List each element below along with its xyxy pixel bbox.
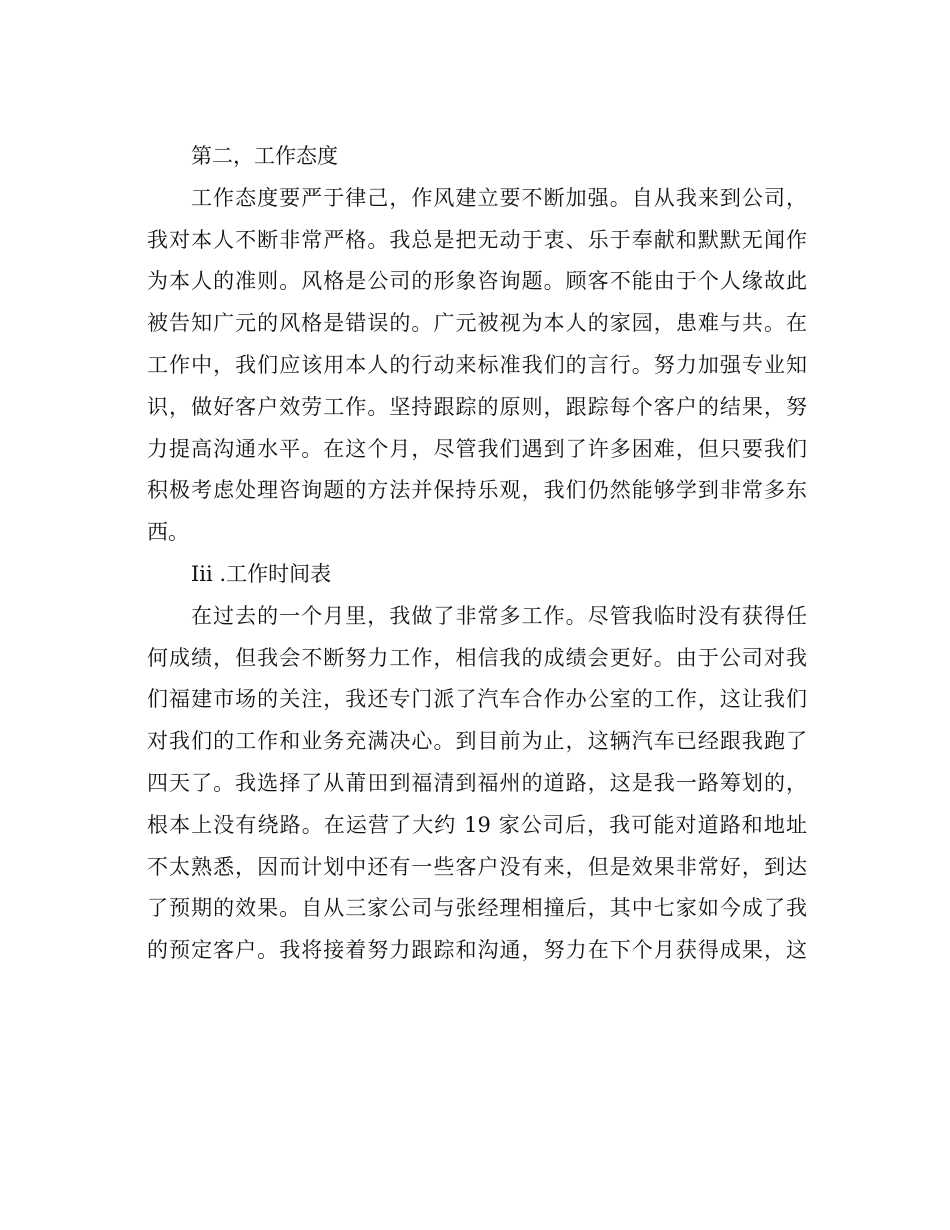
document-body <box>147 136 807 972</box>
paragraph-line: 在过去的一个月里，我做了非常多工作。尽管我临时没有获得任 <box>191 603 807 628</box>
paragraph-line: 工作中，我们应该用本人的行动来标准我们的言行。努力加强专业知 <box>147 352 807 377</box>
paragraph-line: 工作态度要严于律己，作风建立要不断加强。自从我来到公司， <box>191 185 807 210</box>
paragraph-line: 被告知广元的风格是错误的。广元被视为本人的家园，患难与共。在 <box>147 311 807 336</box>
paragraph-line: 我对本人不断非常严格。我总是把无动于衷、乐于奉献和默默无闻作 <box>147 227 807 252</box>
paragraph-line: 为本人的准则。风格是公司的形象咨询题。顾客不能由于个人缘故此 <box>147 269 807 294</box>
paragraph-line: 何成绩，但我会不断努力工作，相信我的成绩会更好。由于公司对我 <box>147 645 807 670</box>
paragraph-line: 们福建市场的关注，我还专门派了汽车合作办公室的工作，这让我们 <box>147 687 807 712</box>
paragraph-line: 力提高沟通水平。在这个月，尽管我们遇到了许多困难，但只要我们 <box>147 436 807 461</box>
paragraph-line: 积极考虑处理咨询题的方法并保持乐观，我们仍然能够学到非常多东 <box>147 478 807 503</box>
section-heading-work-schedule: Iii .工作时间表 <box>191 561 332 586</box>
paragraph-line: 不太熟悉，因而计划中还有一些客户没有来，但是效果非常好，到达 <box>147 854 807 879</box>
paragraph-line: 对我们的工作和业务充满决心。到目前为止，这辆汽车已经跟我跑了 <box>147 729 807 754</box>
paragraph-line: 识，做好客户效劳工作。坚持跟踪的原则，跟踪每个客户的结果，努 <box>147 394 807 419</box>
paragraph-line: 西。 <box>147 520 189 545</box>
paragraph-line: 四天了。我选择了从莆田到福清到福州的道路，这是我一路筹划的， <box>147 770 807 795</box>
paragraph-line: 的预定客户。我将接着努力跟踪和沟通，努力在下个月获得成果，这 <box>147 938 807 963</box>
section-heading-work-attitude: 第二，工作态度 <box>191 144 338 168</box>
paragraph-line: 根本上没有绕路。在运营了大约 19 家公司后，我可能对道路和地址 <box>147 812 807 837</box>
paragraph-line: 了预期的效果。自从三家公司与张经理相撞后，其中七家如今成了我 <box>147 896 807 921</box>
